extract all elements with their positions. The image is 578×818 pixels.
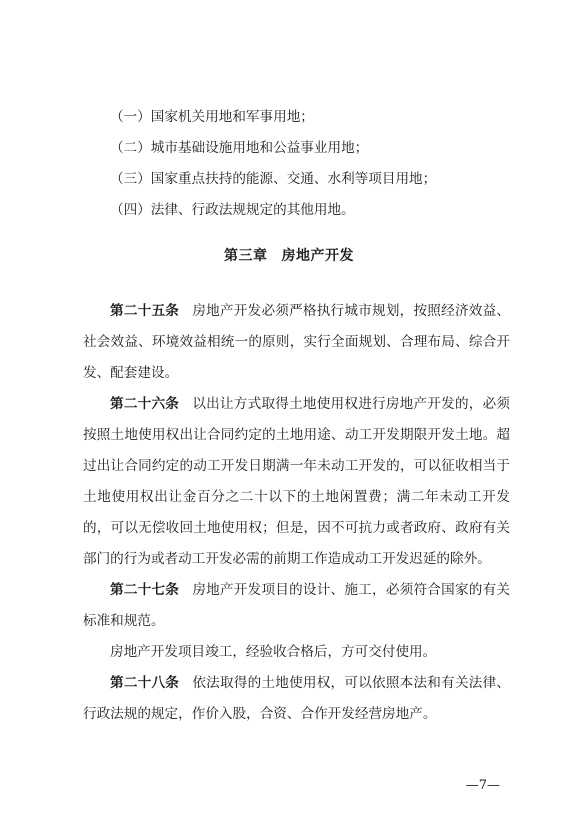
article-26 xyxy=(83,389,510,575)
article-25 xyxy=(83,296,510,389)
article-text: 房地产开发必须严格执行城市规划，按照经济效益、社会效益、环境效益相统一的原则，实行全面规划、合理布局、综合开发、配套建设。 xyxy=(83,303,511,381)
article-label: 第二十七条 xyxy=(110,582,180,598)
article-28 xyxy=(83,668,510,730)
article-label: 第二十五条 xyxy=(110,303,180,319)
list-item: （四）法律、行政法规规定的其他用地。 xyxy=(110,202,355,218)
article-27-clause-2 xyxy=(83,637,510,668)
article-text: 房地产开发项目竣工，经验收合格后，方可交付使用。 xyxy=(110,644,437,660)
chapter-number: 第三章 xyxy=(224,248,268,264)
article-label: 第二十八条 xyxy=(110,675,180,691)
article-27 xyxy=(83,575,510,637)
articles-body xyxy=(83,296,510,730)
article-text: 以出让方式取得土地使用权进行房地产开发的，必须按照土地使用权出让合同约定的土地用途、动工开发期限开发土地。超过出让合同约定的动工开发日期满一年未动工开发的，可以征收相当于土地使用权出让金百分之二十以下的土地闲置费；满二年未动工开发的，可以无偿收回土地使用权；但是，因不可抗力或者政府、政府有关部门的行为或者动工开发必需的前期工作造成动工开发迟延的除外。 xyxy=(83,396,511,567)
list-item: （二）城市基础设施用地和公益事业用地； xyxy=(110,140,369,156)
list-item: （三）国家重点扶持的能源、交通、水利等项目用地； xyxy=(110,171,437,187)
article-label: 第二十六条 xyxy=(110,396,180,412)
list-item: （一）国家机关用地和军事用地； xyxy=(110,109,314,125)
article-text: 房地产开发项目的设计、施工，必须符合国家的有关标准和规范。 xyxy=(83,582,511,629)
article-text: 依法取得的土地使用权，可以依照本法和有关法律、行政法规的规定，作价入股，合资、合作开发经营房地产。 xyxy=(83,675,511,722)
page-number: —7— xyxy=(465,778,500,793)
land-use-list xyxy=(83,102,510,226)
chapter-title: 房地产开发 xyxy=(281,248,354,264)
chapter-heading xyxy=(0,242,578,270)
